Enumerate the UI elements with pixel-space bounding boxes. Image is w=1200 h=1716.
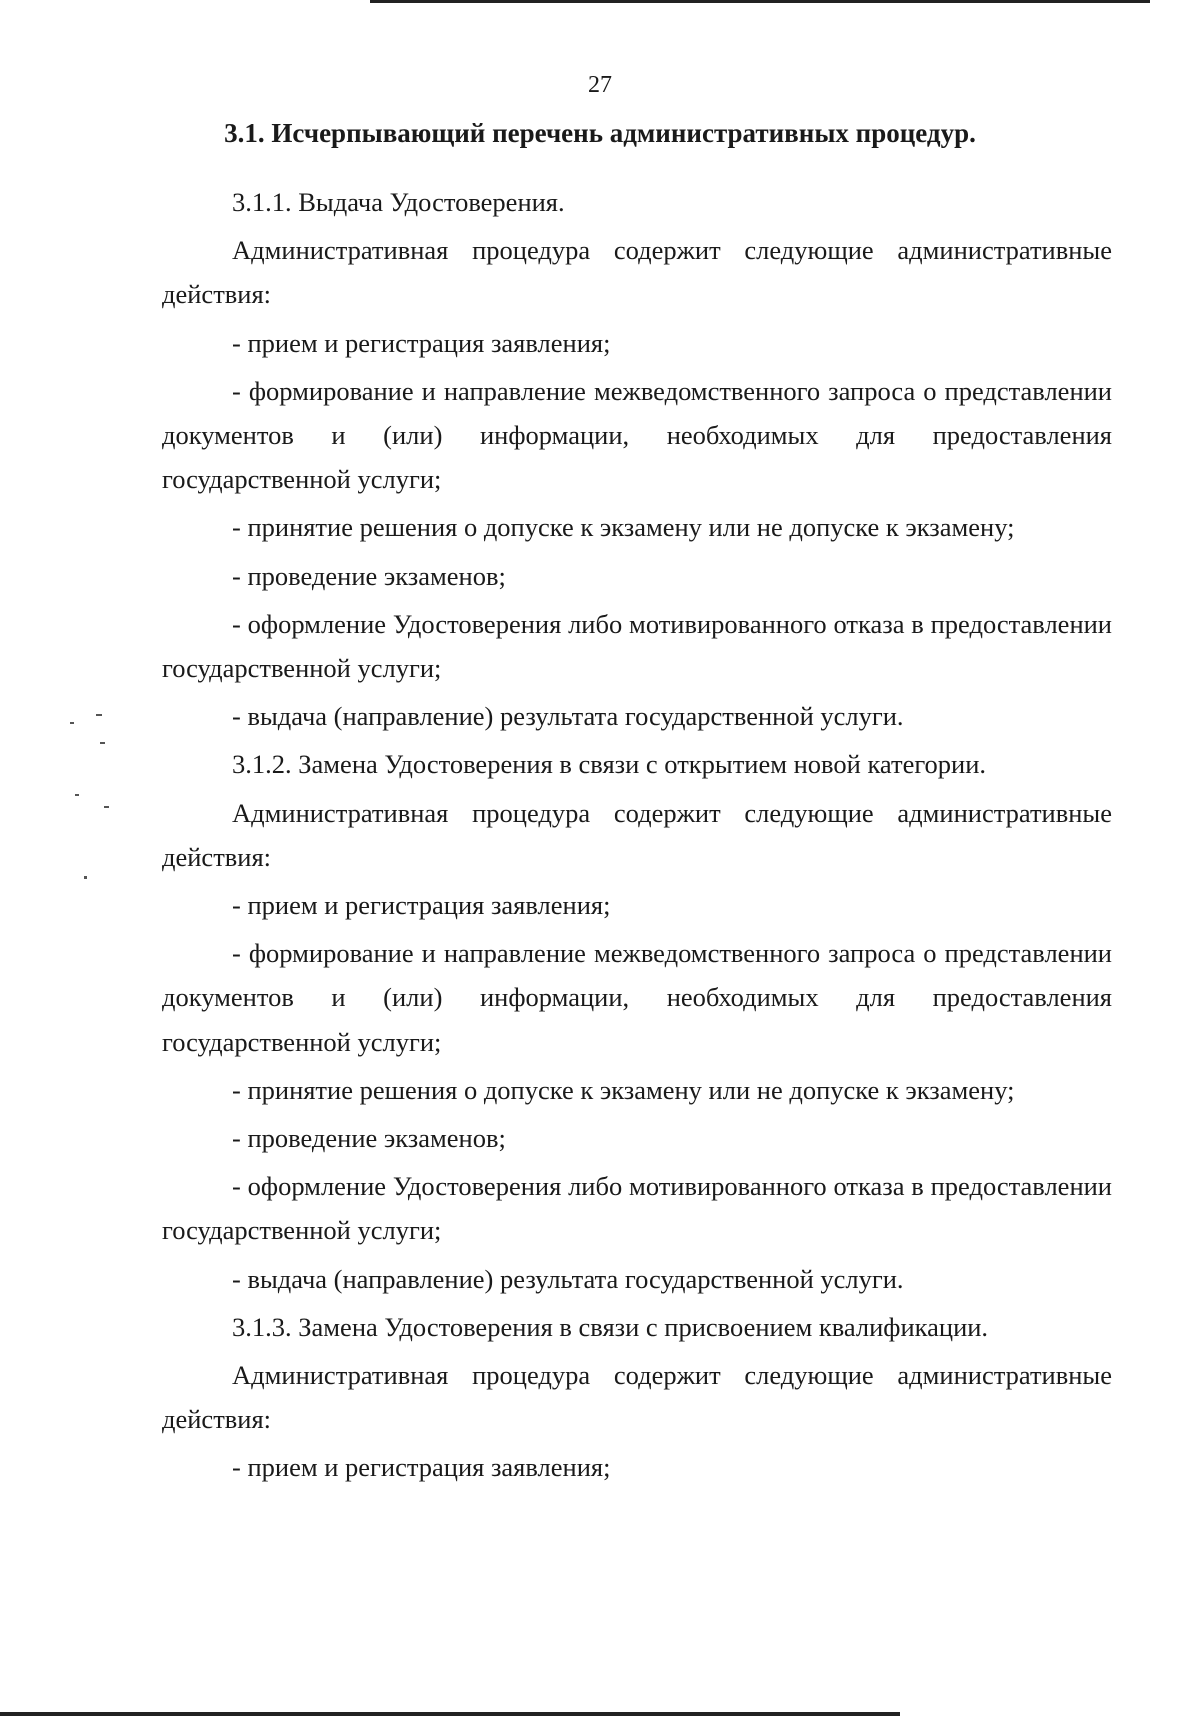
list-item: - прием и регистрация заявления; [232, 327, 611, 358]
subsection-title: 3.1.1. Выдача Удостоверения. [232, 187, 565, 217]
list-item: - проведение экзаменов; [232, 560, 506, 591]
list-item: - оформление Удостоверения либо мотивированного отказа в предоставлении государственной услуги; [162, 1171, 1112, 1246]
subsection-title: 3.1.3. Замена Удостоверения в связи с присвоением квалификации. [232, 1311, 989, 1342]
scan-speck [100, 742, 105, 744]
scan-speck [84, 876, 87, 879]
scan-speck [96, 714, 102, 716]
subsection-title: 3.1.2. Замена Удостоверения в связи с открытием новой категории. [232, 749, 987, 780]
section-heading: 3.1. Исчерпывающий перечень административных процедур. [224, 118, 976, 148]
list-item: - проведение экзаменов; [232, 1123, 506, 1154]
paragraph: Административная процедура содержит следующие административные действия: [162, 235, 1112, 310]
page-number: 27 [588, 72, 612, 98]
scan-speck [70, 722, 74, 724]
list-item: - принятие решения о допуске к экзамену или не допуске к экзамену; [232, 512, 1015, 543]
list-item: - оформление Удостоверения либо мотивированного отказа в предоставлении государственной услуги; [162, 608, 1112, 684]
scan-speck [104, 806, 109, 808]
paragraph: Административная процедура содержит следующие административные действия: [162, 797, 1112, 872]
list-item: - прием и регистрация заявления; [232, 1452, 611, 1483]
list-item: - выдача (направление) результата государственной услуги. [232, 701, 904, 732]
list-item: - выдача (направление) результата государственной услуги. [232, 1263, 904, 1294]
scan-edge-bottom [0, 1712, 900, 1716]
scan-speck [75, 794, 79, 796]
list-item: - прием и регистрация заявления; [232, 890, 611, 921]
body-text [162, 180, 1112, 1494]
list-item: - формирование и направление межведомственного запроса о представлении документов и (или) информации, необходимых для предоставления государственной услуги; [162, 375, 1112, 495]
paragraph: Административная процедура содержит следующие административные действия: [162, 1360, 1112, 1435]
list-item: - принятие решения о допуске к экзамену или не допуске к экзамену; [232, 1074, 1015, 1105]
list-item: - формирование и направление межведомственного запроса о представлении документов и (или) информации, необходимых для предоставления государственной услуги; [162, 938, 1112, 1057]
scan-edge-top [370, 0, 1150, 3]
